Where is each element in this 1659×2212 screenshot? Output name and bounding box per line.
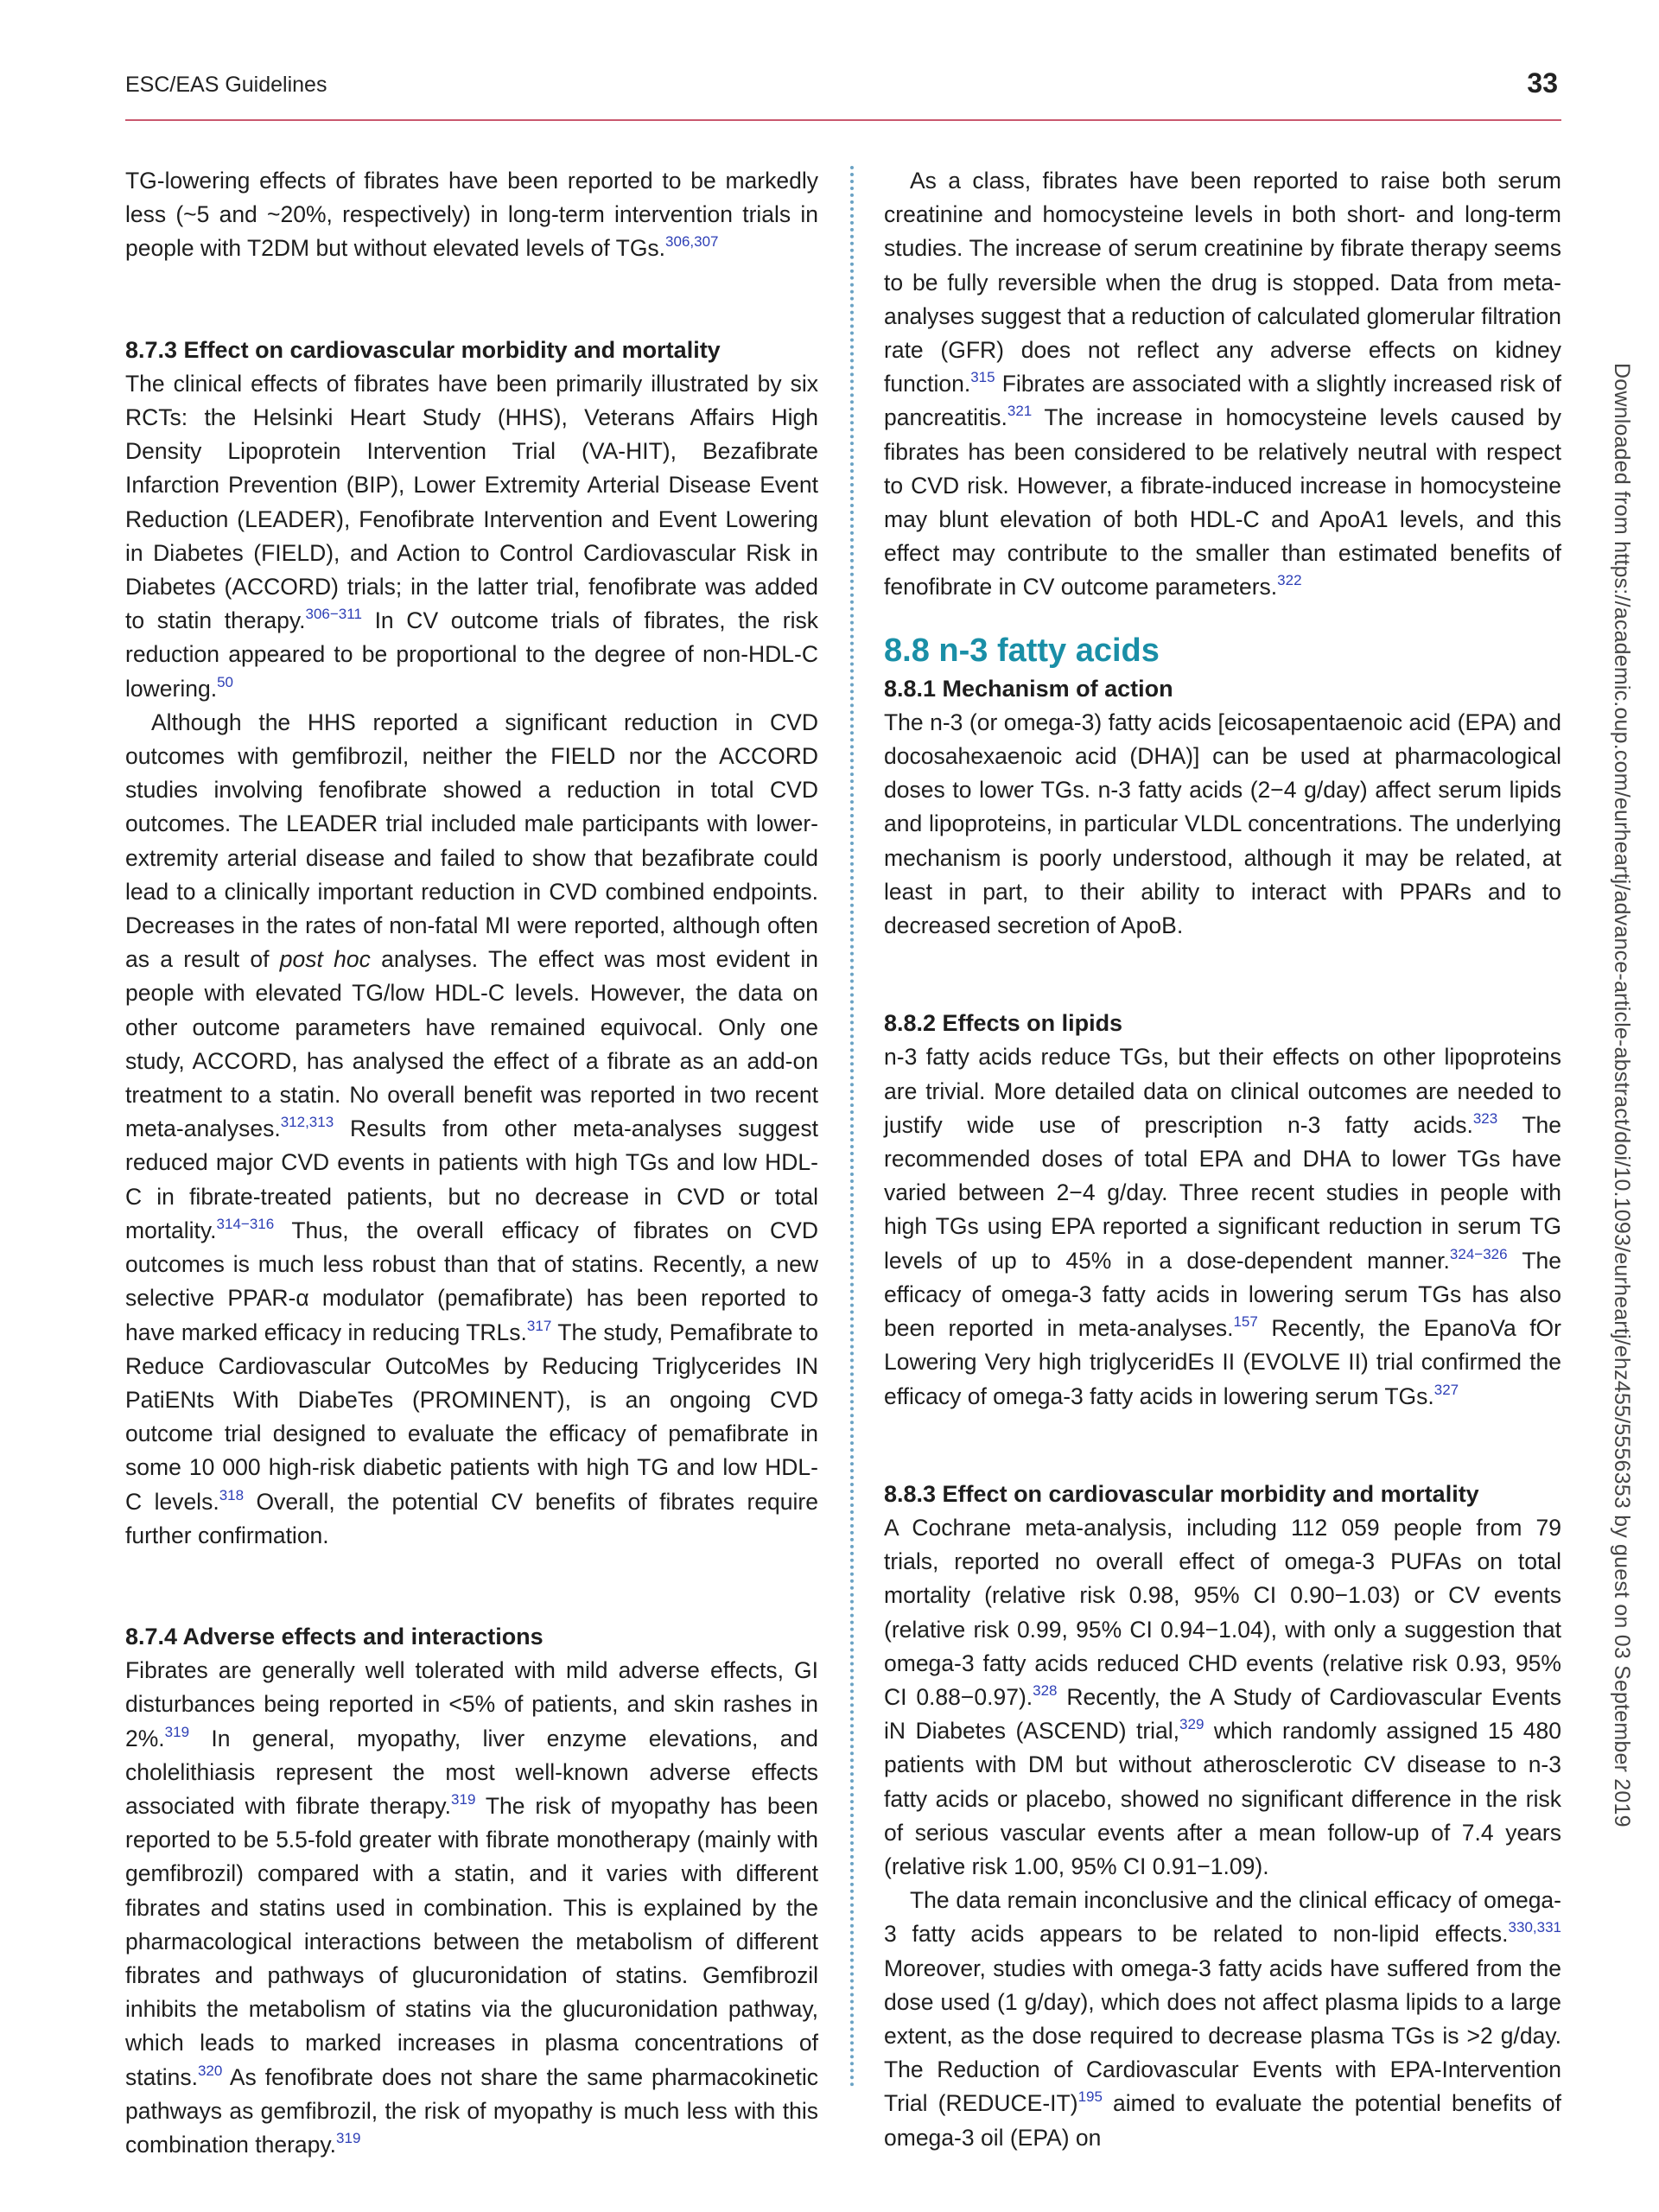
page-number: 33 xyxy=(1527,67,1558,99)
citation-link[interactable]: 157 xyxy=(1233,1313,1258,1331)
column-divider xyxy=(850,166,854,2088)
paragraph-mechanism: The n-3 (or omega-3) fatty acids [eicosapentaenoic acid (EPA) and docosahexaenoic acid (DHA)] can be used at pharmacological doses to lower TGs. n-3 fatty acids (2−4 g/day) affect serum lipids and lipoproteins, in particular VLDL concentrations. The underlying mechanism is poorly understood, although it may be related, at least in part, to their ability to interact with PPARs and to decreased secretion of ApoB. xyxy=(884,709,1561,939)
citation-link[interactable]: 327 xyxy=(1433,1381,1459,1398)
paragraph-fibrate-rcts: The clinical effects of fibrates have been primarily illustrated by six RCTs: the Helsinki Heart Study (HHS), Veterans Affairs High Density Lipoprotein Intervention Trial (VA-HIT), Bezafibrate Infarction Prevention (BIP), Lower Extremity Arterial Disease Event Reduction (LEADER), Fenofibrate Intervention and Event Lowering in Diabetes (FIELD), and Action to Control Cardiovascular Risk in Diabetes (ACCORD) trials; in the latter trial, fenofibrate was added to statin therapy.$^{306-311}$ In CV outcome trials of fibrates, the risk reduction appeared to be proportional to the degree of non-HDL-C lowering.$^{50}$ xyxy=(125,370,818,702)
citation-link[interactable]: 319 xyxy=(164,1723,190,1740)
citation-link[interactable]: 329 xyxy=(1179,1716,1205,1733)
citation-link[interactable]: 321 xyxy=(1007,403,1033,420)
paragraph-adverse-effects: Fibrates are generally well tolerated with mild adverse effects, GI disturbances being reported in <5% of patients, and skin rashes in 2%.$^{319}$ In general, myopathy, liver enzyme elevations, and cholelithiasis represent the most well-known adverse effects associated with fibrate therapy.$^{319}$ The risk of myopathy has been reported to be 5.5-fold greater with fibrate monotherapy (mainly with gemfibrozil) compared with a statin, and it varies with different fibrates and statins used in combination. This is explained by the pharmacological interactions between the metabolism of different fibrates and pathways of glucuronidation of statins. Gemfibrozil inhibits the metabolism of statins via the glucuronidation pathway, which leads to marked increases in plasma concentrations of statins.$^{320}$ As fenofibrate does not share the same pharmacokinetic pathways as gemfibrozil, the risk of myopathy is much less with this combination therapy.$^{319}$ xyxy=(125,1657,819,2158)
right-column xyxy=(884,164,1561,2155)
citation-link[interactable]: 315 xyxy=(970,369,995,386)
paragraph-lipid-effects: n-3 fatty acids reduce TGs, but their effects on other lipoproteins are trivial. More detailed data on clinical outcomes are needed to justify wide use of prescription n-3 fatty acids.$^{323}$ The recommended doses of total EPA and DHA to lower TGs have varied between 2−4 g/day. Three recent studies in people with high TGs using EPA reported a significant reduction in serum TG levels of up to 45% in a dose-dependent manner.$^{324-326}$ The efficacy of omega-3 fatty acids in lowering serum TGs has also been reported in meta-analyses.$^{157}$ Recently, the EpanoVa fOr Lowering Very high triglyceridEs II (EVOLVE II) trial confirmed the efficacy of omega-3 fatty acids in lowering serum TGs.$^{327}$ xyxy=(884,1044,1561,1409)
citation-link[interactable]: 323 xyxy=(1472,1109,1498,1127)
section-heading-8-7-3: 8.7.3 Effect on cardiovascular morbidity and mortality xyxy=(125,336,721,363)
citation-link[interactable]: 328 xyxy=(1033,1681,1058,1699)
citation-link[interactable]: 317 xyxy=(526,1317,552,1334)
download-watermark: Downloaded from https://academic.oup.com/eurheartj/advance-article-abstract/doi/10.1093/eurheartj/ehz455/5556353 by guest on 03 September 2019 xyxy=(1610,363,1634,1827)
citation-link[interactable]: 324−326 xyxy=(1449,1245,1508,1262)
citation-link[interactable]: 330,331 xyxy=(1508,1919,1561,1936)
running-header xyxy=(125,67,1560,104)
paragraph-intro: TG-lowering effects of fibrates have been reported to be markedly less (~5 and ~20%, respectively) in long-term intervention trials in people with T2DM but without elevated levels of TGs.$^{306,307}$ xyxy=(125,168,818,262)
citation-link[interactable]: 319 xyxy=(336,2129,361,2146)
section-heading-8-7-4: 8.7.4 Adverse effects and interactions xyxy=(125,1623,543,1649)
citation-link[interactable]: 306−311 xyxy=(305,606,362,623)
paragraph-hhs-outcomes: Although the HHS reported a significant reduction in CVD outcomes with gemfibrozil, neither the FIELD nor the ACCORD studies involving fenofibrate showed a reduction in total CVD outcomes. The LEADER trial included male participants with lower-extremity arterial disease and failed to show that bezafibrate could lead to a clinically important reduction in CVD combined endpoints. Decreases in the rates of non-fatal MI were reported, although often as a result of post hoc analyses. The effect was most evident in people with elevated TG/low HDL-C levels. However, the data on other outcome parameters have remained equivocal. Only one study, ACCORD, has analysed the effect of a fibrate as an add-on treatment to a statin. No overall benefit was reported in two recent meta-analyses.$^{312,313}$ Results from other meta-analyses suggest reduced major CVD events in patients with high TGs and low HDL-C in fibrate-treated patients, but no decrease in CVD or total mortality.$^{314-316}$ Thus, the overall efficacy of fibrates on CVD outcomes is much less robust than that of statins. Recently, a new selective PPAR-α modulator (pemafibrate) has been reported to have marked efficacy in reducing TRLs.$^{317}$ The study, Pemafibrate to Reduce Cardiovascular OutcoMes by Reducing Triglycerides IN PatiENts With DiabeTes (PROMINENT), is an ongoing CVD outcome trial designed to evaluate the efficacy of pemafibrate in some 10 000 high-risk diabetic patients with high TG and low HDL-C levels.$^{318}$ Overall, the potential CV benefits of fibrates require further confirmation. xyxy=(125,709,818,1548)
paragraph-fibrate-class: As a class, fibrates have been reported to raise both serum creatinine and homocysteine levels in both short- and long-term studies. The increase of serum creatinine by fibrate therapy seems to be fully reversible when the drug is stopped. Data from meta-analyses suggest that a reduction of calculated glomerular filtration rate (GFR) does not reflect any adverse effects on kidney function.$^{315}$ Fibrates are associated with a slightly increased risk of pancreatitis.$^{321}$ The increase in homocysteine levels caused by fibrates has been considered to be relatively neutral with respect to CVD risk. However, a fibrate-induced increase in homocysteine may blunt elevation of both HDL-C and ApoA1 levels, and this effect may contribute to the smaller than estimated benefits of fenofibrate in CV outcome parameters.$^{322}$ xyxy=(884,168,1561,601)
paragraph-cochrane: A Cochrane meta-analysis, including 112 059 people from 79 trials, reported no overall effect of omega-3 PUFAs on total mortality (relative risk 0.98, 95% CI 0.90−1.03) or CV events (relative risk 0.99, 95% CI 0.94−1.04), with only a suggestion that omega-3 fatty acids reduced CHD events (relative risk 0.93, 95% CI 0.88−0.97).$^{328}$ Recently, the A Study of Cardiovascular Events iN Diabetes (ASCEND) trial,$^{329}$ which randomly assigned 15 480 patients with DM but without atherosclerotic CV disease to n-3 fatty acids or placebo, showed no significant difference in the risk of serious vascular events after a mean follow-up of 7.4 years (relative risk 1.00, 95% CI 0.91−1.09). xyxy=(884,1514,1562,1879)
paragraph-inconclusive: The data remain inconclusive and the clinical efficacy of omega-3 fatty acids appears to be related to non-lipid effects.$^{330,331}$ Moreover, studies with omega-3 fatty acids have suffered from the dose used (1 g/day), which does not affect plasma lipids to a large extent, as the dose required to decrease plasma TGs is >2 g/day. The Reduction of Cardiovascular Events with EPA-Intervention Trial (REDUCE-IT)$^{195}$ aimed to evaluate the potential benefits of omega-3 oil (EPA) on xyxy=(884,1887,1561,2151)
section-heading-8-8: 8.8 n-3 fatty acids xyxy=(884,632,1160,669)
citation-link[interactable]: 314−316 xyxy=(216,1215,275,1232)
citation-link[interactable]: 320 xyxy=(197,2062,223,2079)
citation-link[interactable]: 195 xyxy=(1077,2088,1103,2106)
journal-title: ESC/EAS Guidelines xyxy=(125,73,327,97)
citation-link[interactable]: 318 xyxy=(219,1486,245,1503)
citation-link[interactable]: 319 xyxy=(451,1790,476,1808)
section-heading-8-8-2: 8.8.2 Effects on lipids xyxy=(884,1010,1123,1037)
section-heading-8-8-1: 8.8.1 Mechanism of action xyxy=(884,675,1173,702)
header-rule xyxy=(125,119,1561,121)
citation-link[interactable]: 50 xyxy=(217,673,233,690)
citation-link[interactable]: 306,307 xyxy=(665,233,719,251)
citation-link[interactable]: 312,313 xyxy=(280,1114,334,1131)
section-heading-8-8-3: 8.8.3 Effect on cardiovascular morbidity and mortality xyxy=(884,1480,1479,1507)
left-column xyxy=(125,164,818,2162)
citation-link[interactable]: 322 xyxy=(1277,572,1302,589)
